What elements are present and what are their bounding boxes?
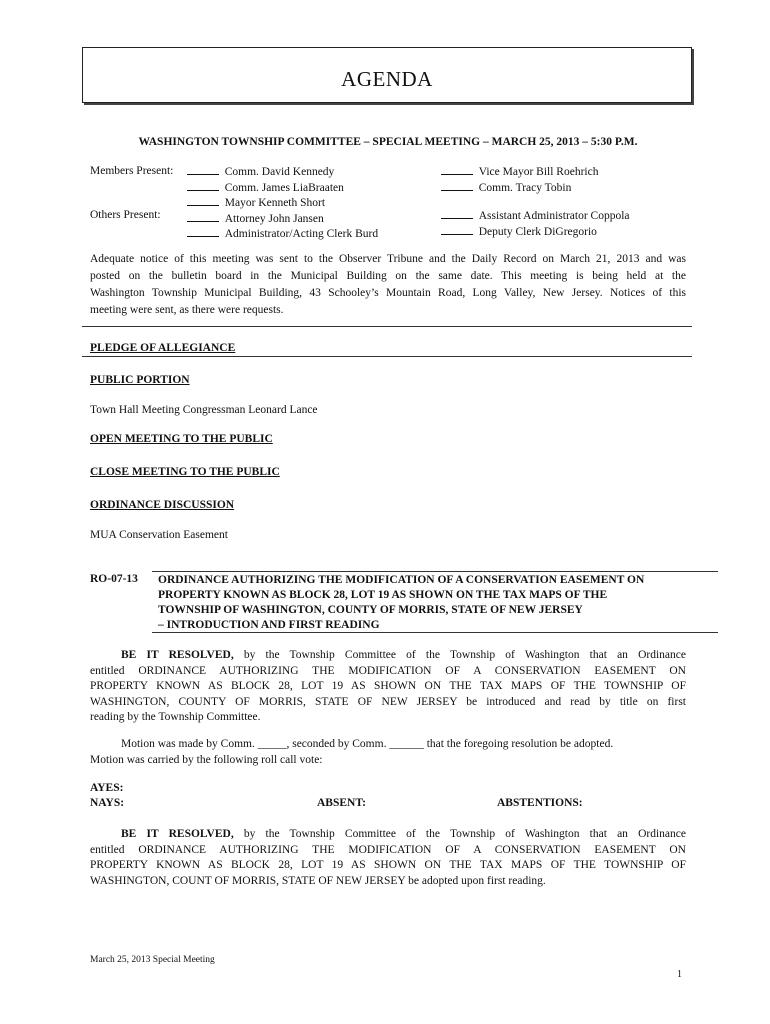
attendance-blank bbox=[441, 164, 473, 175]
attendance-row bbox=[441, 224, 630, 240]
attendance-right-list-top bbox=[441, 164, 598, 195]
attendance-left-list bbox=[187, 164, 378, 242]
resolved-lead: BE IT RESOLVED, bbox=[121, 828, 234, 840]
attendance-row bbox=[441, 164, 598, 180]
attendance-row bbox=[187, 226, 378, 242]
resolution-line bbox=[90, 827, 686, 843]
attendance-blank bbox=[187, 180, 219, 191]
resolution-line: reading by the Township Committee. bbox=[90, 711, 261, 723]
resolution-line: entitled ORDINANCE AUTHORIZING THE MODIFICATION OF A CONSERVATION EASEMENT ON bbox=[90, 843, 686, 856]
attendance-blank bbox=[187, 164, 219, 175]
attendance-blank bbox=[441, 208, 473, 219]
attendance-blank bbox=[187, 211, 219, 222]
others-present-label: Others Present: bbox=[90, 209, 161, 221]
attendee-name: Comm. Tracy Tobin bbox=[478, 181, 572, 194]
attendance-row bbox=[187, 164, 378, 180]
resolution-line: PROPERTY KNOWN AS BLOCK 28, LOT 19 AS SHOWN ON THE TAX MAPS OF THE TOWNSHIP OF bbox=[90, 859, 686, 871]
resolution-text: by the Township Committee of the Township of Washington that an Ordinance bbox=[233, 649, 686, 661]
nays-label: NAYS: bbox=[90, 797, 125, 809]
divider bbox=[152, 571, 718, 572]
attendee-name: Administrator/Acting Clerk Burd bbox=[224, 228, 379, 240]
attendance-blank bbox=[187, 226, 219, 237]
divider bbox=[82, 326, 692, 327]
pledge-heading: PLEDGE OF ALLEGIANCE bbox=[90, 342, 236, 354]
notice-line: Adequate notice of this meeting was sent to the Observer Tribune and the Daily Record on March 21, 2013 and was bbox=[90, 253, 686, 265]
ordinance-title-line: PROPERTY KNOWN AS BLOCK 28, LOT 19 AS SHOWN ON THE TAX MAPS OF THE bbox=[158, 589, 608, 601]
title-box bbox=[82, 47, 692, 103]
attendance-blank bbox=[187, 195, 219, 206]
absent-label: ABSENT: bbox=[317, 797, 366, 809]
attendee-name: Deputy Clerk DiGregorio bbox=[478, 225, 597, 238]
motion-line: Motion was carried by the following roll call vote: bbox=[90, 753, 323, 766]
attendance-row bbox=[187, 195, 378, 211]
ordinance-title-line: – INTRODUCTION AND FIRST READING bbox=[158, 619, 380, 631]
notice-paragraph bbox=[90, 251, 686, 319]
members-present-label: Members Present: bbox=[90, 165, 174, 177]
attendance-blank bbox=[441, 224, 473, 235]
attendance-right-list-bottom bbox=[441, 208, 630, 239]
ordinance-title-line: ORDINANCE AUTHORIZING THE MODIFICATION OF A CONSERVATION EASEMENT ON bbox=[158, 574, 645, 586]
ordinance-title bbox=[158, 573, 698, 633]
divider bbox=[82, 356, 692, 357]
resolution-line: entitled ORDINANCE AUTHORIZING THE MODIFICATION OF A CONSERVATION EASEMENT ON bbox=[90, 664, 686, 677]
page-number: 1 bbox=[677, 969, 682, 980]
attendee-name: Mayor Kenneth Short bbox=[224, 197, 326, 209]
page-title: AGENDA bbox=[341, 67, 433, 91]
mua-item: MUA Conservation Easement bbox=[90, 529, 228, 541]
attendee-name: Comm. David Kennedy bbox=[224, 166, 335, 178]
notice-line: posted on the bulletin board in the Municipal Building on the same date. This meeting is being held at the bbox=[90, 270, 686, 282]
resolution-line: WASHINGTON, COUNTY OF MORRIS, STATE OF NEW JERSEY be introduced and read by title on first bbox=[90, 695, 686, 708]
ordinance-title-line: TOWNSHIP OF WASHINGTON, COUNTY OF MORRIS, STATE OF NEW JERSEY bbox=[158, 604, 583, 616]
resolution-one bbox=[90, 648, 686, 726]
attendance-row bbox=[441, 180, 598, 196]
attendee-name: Vice Mayor Bill Roehrich bbox=[478, 166, 599, 178]
town-hall-item: Town Hall Meeting Congressman Leonard Lance bbox=[90, 404, 318, 416]
close-meeting-heading: CLOSE MEETING TO THE PUBLIC bbox=[90, 466, 280, 478]
resolution-text: by the Township Committee of the Township of Washington that an Ordinance bbox=[233, 828, 686, 840]
public-portion-heading: PUBLIC PORTION bbox=[90, 374, 190, 386]
abstentions-label: ABSTENTIONS: bbox=[497, 797, 583, 809]
resolution-line: PROPERTY KNOWN AS BLOCK 28, LOT 19 AS SHOWN ON THE TAX MAPS OF THE TOWNSHIP OF bbox=[90, 680, 686, 692]
open-meeting-heading: OPEN MEETING TO THE PUBLIC bbox=[90, 433, 273, 445]
notice-line: meeting were sent, as there were requests. bbox=[90, 304, 284, 316]
divider bbox=[152, 632, 718, 633]
attendee-name: Assistant Administrator Coppola bbox=[478, 210, 630, 222]
resolution-line bbox=[90, 648, 686, 664]
meeting-subtitle: WASHINGTON TOWNSHIP COMMITTEE – SPECIAL MEETING – MARCH 25, 2013 – 5:30 P.M. bbox=[138, 136, 638, 148]
attendee-name: Comm. James LiaBraaten bbox=[224, 181, 344, 194]
attendee-name: Attorney John Jansen bbox=[224, 212, 324, 225]
notice-line: Washington Township Municipal Building, 43 Schooley’s Mountain Road, Long Valley, New Jersey. Notices of this bbox=[90, 287, 686, 299]
attendance-row bbox=[187, 180, 378, 196]
motion-block bbox=[90, 737, 690, 768]
attendance-blank bbox=[441, 180, 473, 191]
resolution-two bbox=[90, 827, 686, 889]
ordinance-number: RO-07-13 bbox=[90, 573, 138, 585]
resolution-line: WASHINGTON, COUNT OF MORRIS, STATE OF NEW JERSEY be adopted upon first reading. bbox=[90, 874, 546, 887]
attendance-row bbox=[441, 208, 630, 224]
page-footer: March 25, 2013 Special Meeting bbox=[90, 955, 215, 965]
motion-line: Motion was made by Comm. _____, seconded by Comm. ______ that the foregoing resolution be adopted. bbox=[121, 738, 614, 750]
attendance-row bbox=[187, 211, 378, 227]
ayes-label: AYES: bbox=[90, 782, 124, 794]
resolved-lead: BE IT RESOLVED, bbox=[121, 649, 234, 661]
ordinance-discussion-heading: ORDINANCE DISCUSSION bbox=[90, 499, 235, 511]
